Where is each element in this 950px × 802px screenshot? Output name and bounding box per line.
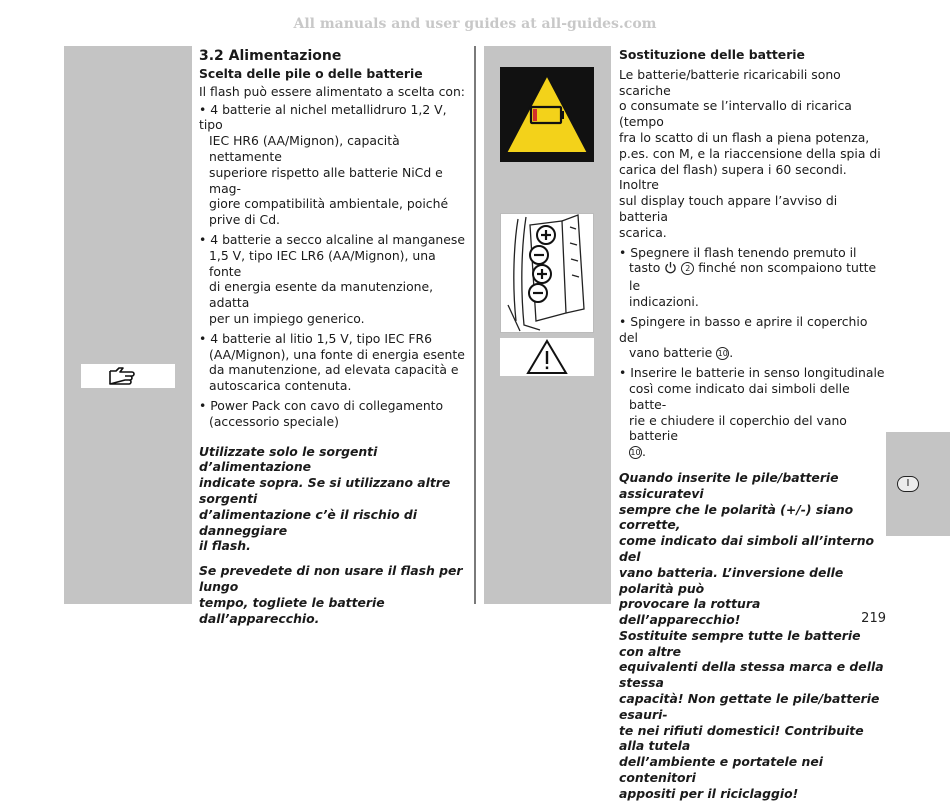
bullet-item [199, 398, 467, 430]
warning-line: Quando inserite le pile/batterie assicuratevi [619, 469, 839, 501]
power-icon [664, 261, 677, 278]
bullet-item [199, 232, 467, 327]
step-open-cover [619, 314, 885, 361]
text-line: rie e chiudere il coperchio del vano batterie [629, 412, 847, 444]
step-switch-off [619, 245, 885, 310]
warning-line: te nei rifiuti domestici! Contribuite alla tutela [619, 722, 864, 754]
ref-number: 10 [630, 448, 641, 458]
bullet-line: (AA/Mignon), una fonte di energia esente [209, 346, 465, 362]
bullet-line: • Power Pack con cavo di collegamento [199, 397, 444, 413]
text-line: sul display touch appare l’avviso di batteria [619, 193, 838, 224]
replacement-paragraph [619, 67, 885, 241]
warning-line: sempre che le polarità (+/-) siano corrette, [619, 501, 854, 533]
ref-number: 2 [681, 262, 694, 275]
note-line: Se prevedete di non usare il flash per lungo [199, 563, 463, 594]
warning-line: Sostituite sempre tutte le batterie con altre [619, 627, 861, 659]
low-battery-warning-icon [500, 67, 594, 162]
column-divider [474, 46, 476, 604]
text-line [619, 444, 885, 460]
text-line: così come indicato dai simboli delle batte- [629, 380, 850, 412]
pointing-hand-icon [81, 364, 175, 388]
text-line [619, 260, 885, 294]
bullet-line: IEC HR6 (AA/Mignon), capacità nettamente [209, 133, 400, 164]
bullet-line: da manutenzione, ad elevata capacità e [209, 362, 459, 378]
step-insert-batteries [619, 365, 885, 460]
note-line: il flash. [199, 538, 251, 554]
caution-triangle-icon [500, 338, 594, 376]
bullet-item [199, 102, 467, 228]
bullet-line: per un impiego generico. [209, 310, 365, 326]
bullet-line: (accessorio speciale) [209, 413, 339, 429]
left-margin-panel [64, 46, 192, 604]
note-remove-batteries [199, 563, 467, 626]
intro-text: Il flash può essere alimentato a scelta con: [199, 83, 465, 99]
text-line: p.es. con M, e la riaccensione della spia di [619, 145, 881, 161]
battery-compartment-illustration [500, 213, 594, 333]
warning-line: provocare la rottura dell’apparecchio! [619, 596, 761, 628]
bullet-line: di energia esente da manutenzione, adatta [209, 279, 434, 311]
note-power-sources [199, 444, 467, 555]
language-tab-label: I [897, 476, 919, 492]
left-column [199, 47, 467, 626]
text-line: fra lo scatto di un flash a piena potenza, [619, 129, 870, 145]
warning-line: capacità! Non gettate le pile/batterie esauri- [619, 691, 880, 722]
text-fragment: . [642, 444, 646, 460]
text-line: indicazioni. [629, 293, 699, 309]
warning-line: vano batteria. L’inversione delle polarità può [619, 564, 844, 596]
text-fragment: vano batterie [629, 345, 713, 361]
bullet-line: • 4 batterie al litio 1,5 V, tipo IEC FR6 [199, 330, 433, 346]
text-line: carica del flash) supera i 60 secondi. Inoltre [619, 161, 847, 193]
watermark: All manuals and user guides at all-guides.com [293, 16, 657, 32]
text-fragment: . [729, 345, 734, 361]
text-fragment: finché non scompaiono tutte le [629, 260, 877, 294]
bullet-line: prive di Cd. [209, 212, 280, 228]
text-line: o consumate se l’intervallo di ricarica (tempo [619, 98, 852, 130]
text-line: • Spegnere il flash tenendo premuto il [619, 244, 857, 260]
warning-line: equivalenti della stessa marca e della stessa [619, 659, 884, 691]
text-fragment: tasto [629, 260, 661, 276]
section-subtitle: Scelta delle pile o delle batterie [199, 66, 423, 81]
text-line: Le batterie/batterie ricaricabili sono scariche [619, 66, 841, 98]
warning-line: dell’ambiente e portatele nei contenitori [619, 754, 823, 786]
bullet-line: 1,5 V, tipo IEC LR6 (AA/Mignon), una fonte [209, 247, 436, 279]
bullet-line: • 4 batterie al nichel metallidruro 1,2 V, tipo [199, 101, 447, 133]
polarity-warning [619, 470, 885, 802]
note-line: tempo, togliete le batterie dall’apparecchio. [199, 594, 385, 626]
warning-line: appositi per il riciclaggio! [619, 785, 799, 801]
right-column [619, 47, 885, 802]
replacement-title: Sostituzione delle batterie [619, 47, 805, 62]
bullet-line: • 4 batterie a secco alcaline al manganese [199, 231, 465, 247]
bullet-line: giore compatibilità ambientale, poiché [209, 196, 449, 212]
ref-number: 10 [717, 349, 728, 359]
bullet-item [199, 331, 467, 394]
section-title: 3.2 Alimentazione [199, 48, 342, 64]
page-number: 219 [861, 611, 886, 626]
note-line: indicate sopra. Se si utilizzano altre sorgenti [199, 475, 451, 506]
bullet-line: superiore rispetto alle batterie NiCd e mag- [209, 164, 443, 196]
text-line: • Spingere in basso e aprire il coperchio del [619, 313, 868, 345]
text-line: scarica. [619, 224, 667, 240]
text-line: • Inserire le batterie in senso longitudinale [619, 365, 885, 381]
text-line [619, 345, 885, 361]
note-line: Utilizzate solo le sorgenti d’alimentazione [199, 443, 378, 475]
bullet-line: autoscarica contenuta. [209, 378, 352, 394]
warning-line: come indicato dai simboli all’interno del [619, 533, 875, 564]
note-line: d’alimentazione c’è il rischio di danneggiare [199, 506, 418, 538]
